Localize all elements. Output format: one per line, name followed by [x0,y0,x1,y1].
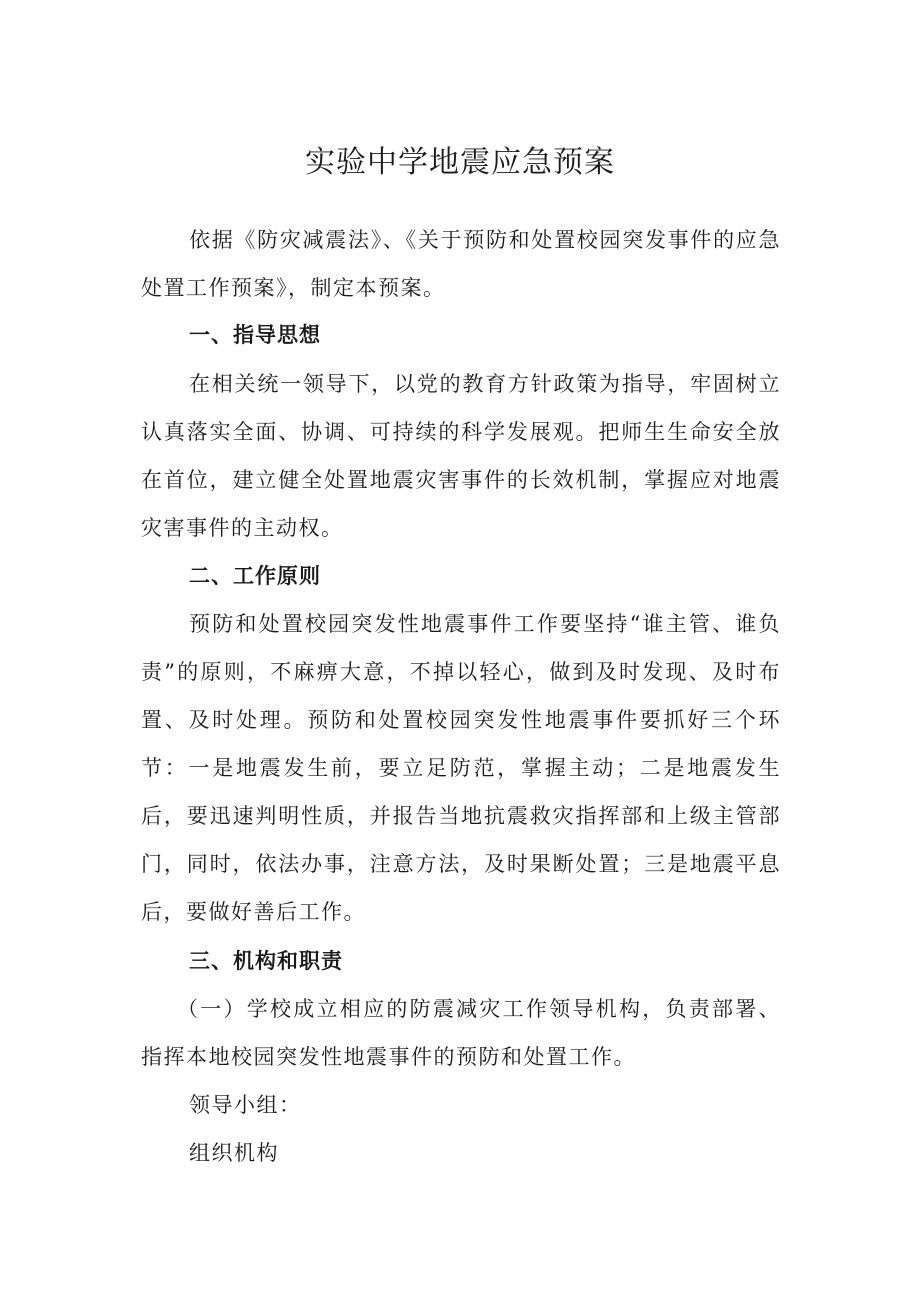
org-label: 组织机构 [189,1141,279,1165]
leadership-label: 领导小组： [189,1093,302,1117]
document-title: 实验中学地震应急预案 [305,145,615,180]
intro-paragraph: 依据《防灾减震法》、《关于预防和处置校园突发事件的应急处置工作预案》，制定本预案。 [141,228,781,300]
section-heading-work-principles: 二、工作原则 [189,564,321,588]
section-paragraph-organization-duties: （一）学校成立相应的防震减灾工作领导机构，负责部署、指挥本地校园突发性地震事件的预防和处置工作。 [141,997,781,1069]
section-paragraph-guiding-ideology: 在相关统一领导下，以党的教育方针政策为指导，牢固树立认真落实全面、协调、可持续的科学发展观。把师生生命安全放在首位，建立健全处置地震灾害事件的长效机制，掌握应对地震灾害事件的主动权。 [141,372,781,540]
section-heading-organization-duties: 三、机构和职责 [189,949,343,973]
section-paragraph-work-principles: 预防和处置校园突发性地震事件工作要坚持“谁主管、谁负责”的原则，不麻痹大意，不掉以轻心，做到及时发现、及时布置、及时处理。预防和处置校园突发性地震事件要抓好三个环节：一是地震发生前，要立足防范，掌握主动；二是地震发生后，要迅速判明性质，并报告当地抗震救灾指挥部和上级主管部门，同时，依法办事，注意方法，及时果断处置；三是地震平息后，要做好善后工作。 [141,612,781,924]
section-heading-guiding-ideology: 一、指导思想 [189,323,321,347]
